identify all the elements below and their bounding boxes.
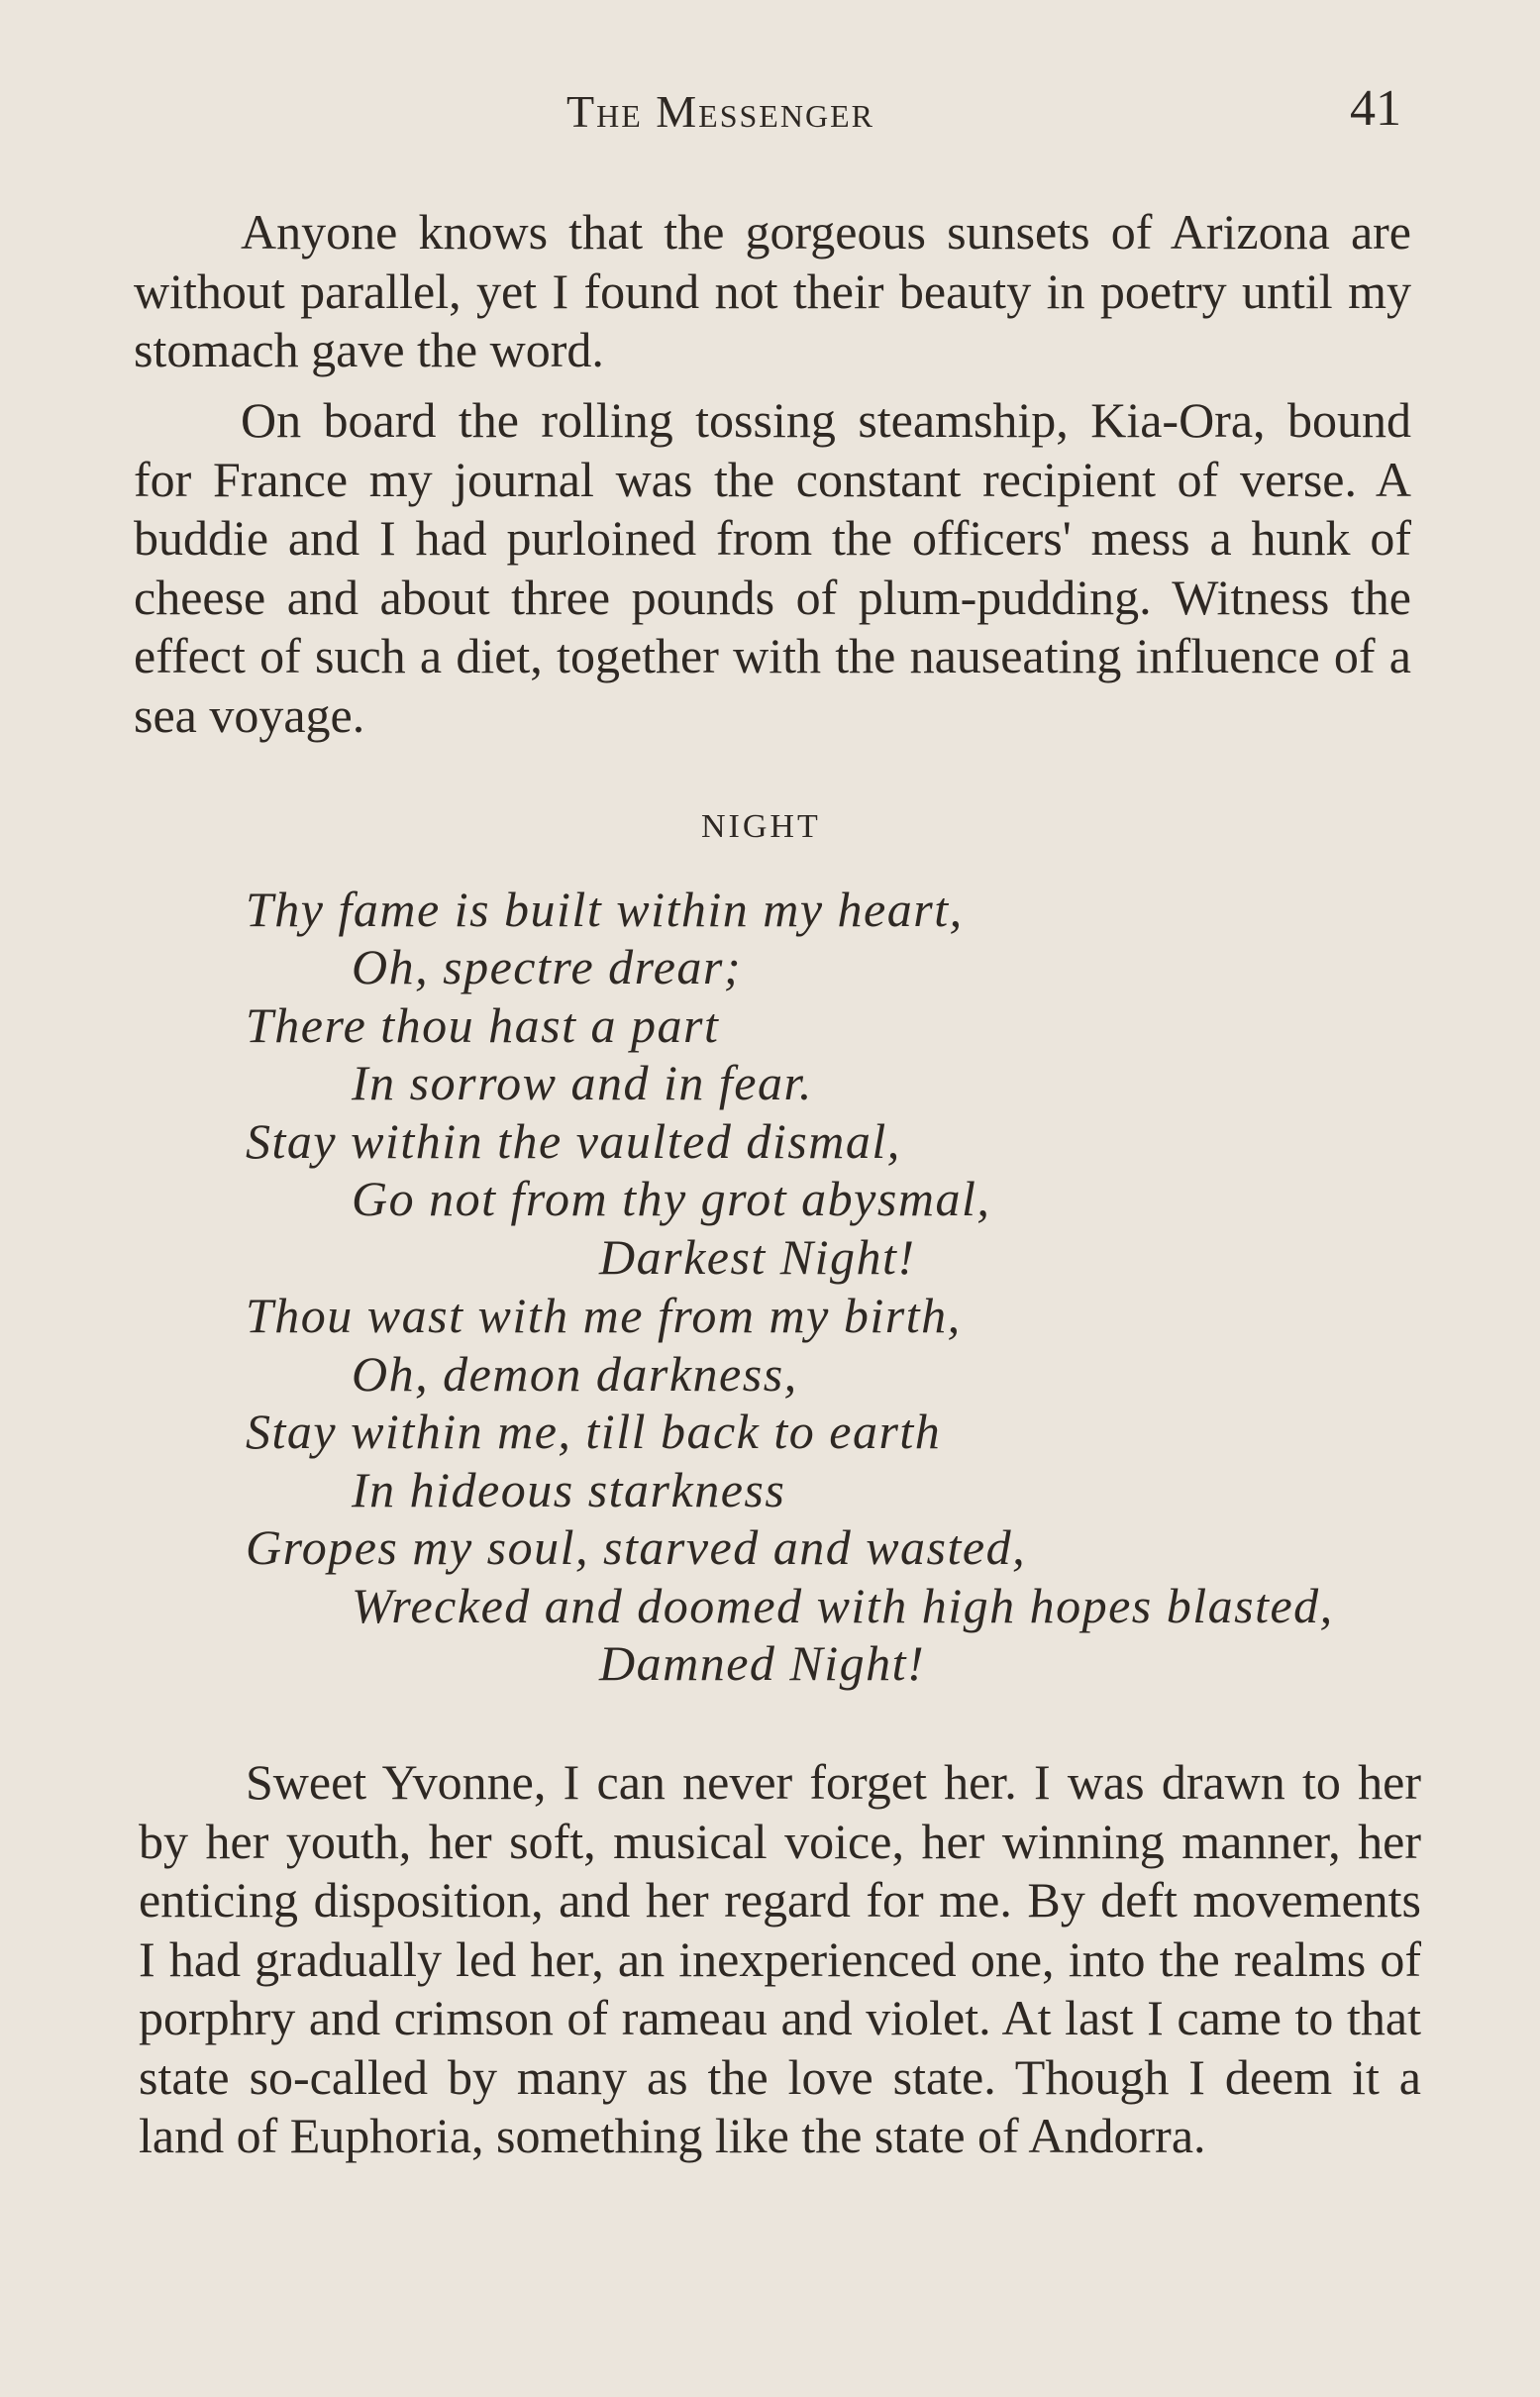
poem-line: Stay within the vaulted dismal, xyxy=(246,1113,901,1169)
page-number: 41 xyxy=(1350,80,1401,137)
poem-line: In sorrow and in fear. xyxy=(352,1055,813,1110)
poem-line: There thou hast a part xyxy=(246,997,720,1053)
poem-title: NIGHT xyxy=(701,808,821,845)
poem-line: Darkest Night! xyxy=(599,1229,916,1285)
poem-line: Stay within me, till back to earth xyxy=(246,1404,942,1459)
poem-line: Go not from thy grot abysmal, xyxy=(352,1171,991,1226)
paragraph-arizona: Anyone knows that the gorgeous sunsets of Arizona are without parallel, yet I found not their beauty in poetry until my stomach gave the word. xyxy=(134,204,1411,377)
poem-line: In hideous starkness xyxy=(352,1462,786,1517)
running-head xyxy=(0,79,1540,149)
paragraph-yvonne: Sweet Yvonne, I can never forget her. I was drawn to her by her youth, her soft, musical voice, her winning manner, her enticing disposition, and her regard for me. By deft movements I had gradually led her, an inexperienced one, into the realms of porphry and crimson of rameau and violet. At last I came to that state so-called by many as the love state. Though I deem it a land of Euphoria, something like the state of Andorra. xyxy=(139,1754,1421,2163)
poem-line: Thou wast with me from my birth, xyxy=(246,1288,962,1343)
poem-line: Thy fame is built within my heart, xyxy=(246,882,964,937)
poem-line: Damned Night! xyxy=(599,1635,926,1691)
poem-line: Wrecked and doomed with high hopes blasted, xyxy=(352,1578,1334,1633)
poem-line: Oh, demon darkness, xyxy=(352,1346,798,1402)
poem-line: Oh, spectre drear; xyxy=(352,939,743,994)
running-title: The Messenger xyxy=(566,86,874,137)
poem-line: Gropes my soul, starved and wasted, xyxy=(246,1519,1027,1575)
paragraph-steamship: On board the rolling tossing steamship, Kia-Ora, bound for France my journal was the constant recipient of verse. A buddie and I had purloined from the officers' mess a hunk of cheese and about three pounds of plum-pudding. Witness the effect of such a diet, together with the nauseating influence of a sea voyage. xyxy=(134,392,1411,743)
